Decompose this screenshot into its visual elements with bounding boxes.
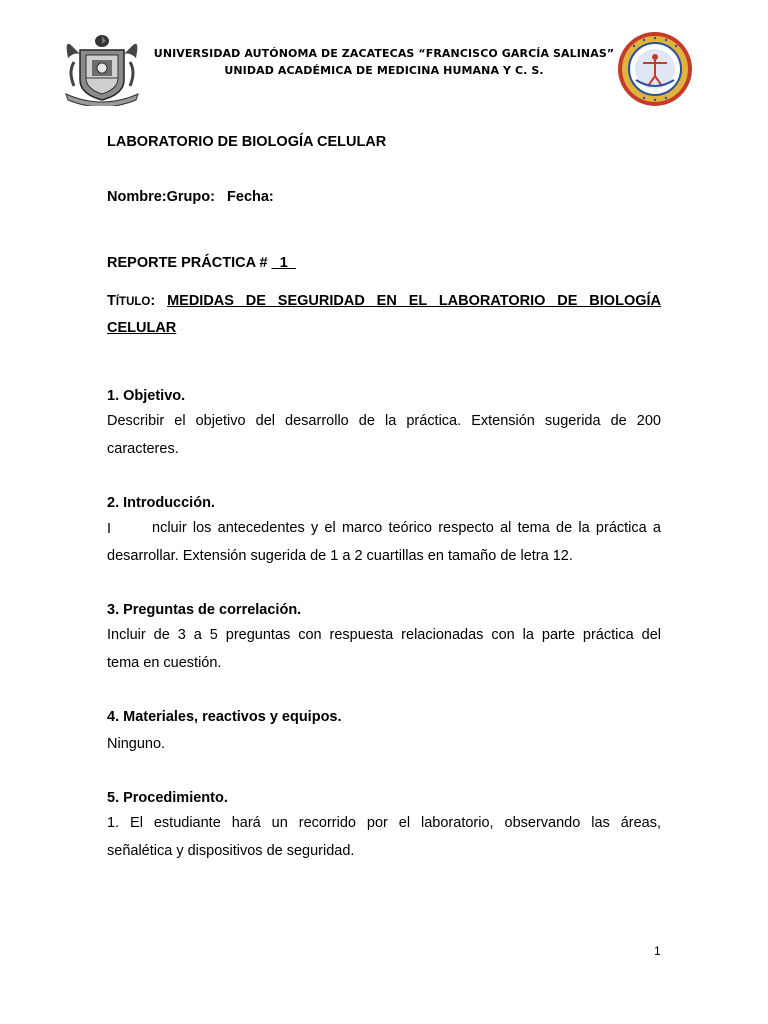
title-label-colon: : — [150, 293, 168, 309]
section-preguntas-line2: tema en cuestión. — [107, 655, 222, 671]
title-label-rest: ÍTULO — [115, 296, 151, 308]
report-number: _1_ — [271, 255, 296, 271]
section-preguntas-line1: Incluir de 3 a 5 preguntas con respuesta relacionadas con la parte práctica del — [107, 627, 661, 643]
title-label-initial: T — [107, 293, 116, 309]
university-name: UNIVERSIDAD AUTÓNOMA DE ZACATECAS “FRANCISCO GARCÍA SALINAS” — [153, 47, 615, 60]
section-procedimiento-line1: 1. El estudiante hará un recorrido por el laboratorio, observando las áreas, — [107, 815, 661, 831]
title-line-1 — [107, 288, 661, 316]
report-label: REPORTE PRÁCTICA # — [107, 255, 272, 271]
section-introduccion-line1: ncluir los antecedentes y el marco teórico respecto al tema de la práctica a — [152, 520, 661, 536]
report-practice-line — [107, 255, 296, 271]
practice-title-text-line2: CELULAR — [107, 320, 177, 336]
medicine-unit-seal-logo — [616, 30, 694, 108]
section-objetivo-heading: 1. Objetivo. — [107, 388, 186, 404]
section-preguntas-heading: 3. Preguntas de correlación. — [107, 602, 302, 618]
section-procedimiento-heading: 5. Procedimiento. — [107, 790, 228, 806]
section-introduccion-line2: desarrollar. Extensión sugerida de 1 a 2 cuartillas en tamaño de letra 12. — [107, 548, 573, 564]
lab-title: LABORATORIO DE BIOLOGÍA CELULAR — [107, 134, 387, 150]
section-objetivo-line1: Describir el objetivo del desarrollo de la práctica. Extensión sugerida de 200 — [107, 413, 661, 429]
section-objetivo-line2: caracteres. — [107, 441, 179, 457]
academic-unit-name: UNIDAD ACADÉMICA DE MEDICINA HUMANA Y C. S. — [224, 64, 544, 77]
student-fields-line: Nombre:Grupo: Fecha: — [107, 189, 274, 205]
section-materiales-line1: Ninguno. — [107, 736, 166, 752]
section-materiales-heading: 4. Materiales, reactivos y equipos. — [107, 709, 342, 725]
page-number: 1 — [654, 944, 661, 958]
section-procedimiento-line2: señalética y dispositivos de seguridad. — [107, 843, 355, 859]
university-crest-logo — [62, 32, 142, 106]
practice-title-text: MEDIDAS DE SEGURIDAD EN EL LABORATORIO DE BIOLOGÍA — [167, 293, 661, 309]
section-introduccion-heading: 2. Introducción. — [107, 495, 215, 511]
section-introduccion-initial: I — [107, 521, 112, 537]
